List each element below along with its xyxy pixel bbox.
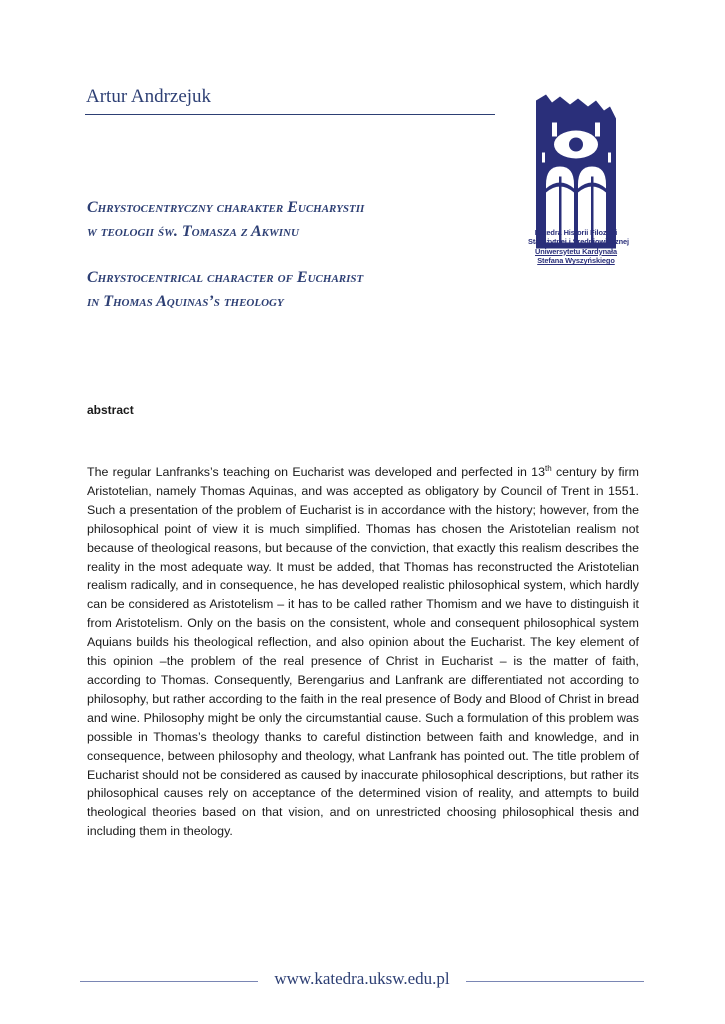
- english-title-line-1: Chrystocentrical character of Eucharist: [87, 269, 364, 286]
- footer-divider-right: [466, 981, 644, 982]
- english-title-line-2: in Thomas Aquinas’s theology: [87, 293, 284, 310]
- english-title: [87, 266, 363, 314]
- logo-caption-line: Starożytnej i Średniowiecznej: [528, 237, 630, 247]
- logo-caption-line: Katedra Historii Filozofii: [534, 228, 618, 237]
- header-divider: [85, 114, 495, 115]
- ordinal-superscript: th: [544, 463, 552, 473]
- abstract-text-rest: century by firm Aristotelian, namely Thomas Aquinas, and was accepted as obligatory by Council of Trent in 1551. Such a presentation of the problem of Eucharist is in accordance with the history; however, from the philosophical point of view it is much simplified. Thomas has chosen the Aristotelian realism not because of theological reasons, but because of the conviction, that exactly this realism describes the reality in the most adequate way. It must be added, that Thomas has reconstructed the Aristotelian realism radically, and in consequence, he has developed realistic philosophical system, which hardly can be considered as Aristotelism – it has to be called rather Thomism and we have to distinguish it from Aristotelism. Only on the basis on the consistent, whole and consequent philosophical system Aquians builds his theological reflection, and also opinion about the Eucharist. The key element of this opinion –the problem of the real presence of Christ in Eucharist – is the matter of faith, according to Thomas. Consequently, Berengarius and Lanfrank are differentiated not according to philosophy, but rather according to the faith in the real presence of Body and Blood of Christ in bread and wine. Philosophy might be only the circumstantial cause. Such a formulation of this problem was possible in Thomas’s theology thanks to careful distinction between faith and knowledge, and in consequence, between philosophy and theology, what Lanfrank has pointed out. The title problem of Eucharist should not be considered as caused by inaccurate philosophical descriptions, but rather its philosophical causes rely on acceptance of the determined vision of reality, and attempts to build theological theories based on that vision, and on unrestricted choosing philosophical thesis and including them in theology.: [87, 465, 639, 839]
- footer-website-link[interactable]: www.katedra.uksw.edu.pl: [274, 969, 450, 988]
- abstract-heading: abstract: [87, 403, 134, 417]
- polish-title-line-2: w teologii św. Tomasza z Akwinu: [87, 223, 299, 240]
- abstract-body: [87, 463, 639, 841]
- polish-title: [87, 196, 364, 244]
- author-name: Artur Andrzejuk: [86, 86, 212, 107]
- footer-divider-left: [80, 981, 258, 982]
- logo-caption: [528, 228, 630, 266]
- polish-title-line-1: Chrystocentryczny charakter Eucharystii: [87, 199, 365, 216]
- logo-caption-line: Uniwersytetu Kardynała: [535, 246, 617, 256]
- logo-caption-line: Stefana Wyszyńskiego: [537, 256, 615, 266]
- abstract-text-start: The regular Lanfranks’s teaching on Eucharist was developed and perfected in 13: [87, 465, 545, 479]
